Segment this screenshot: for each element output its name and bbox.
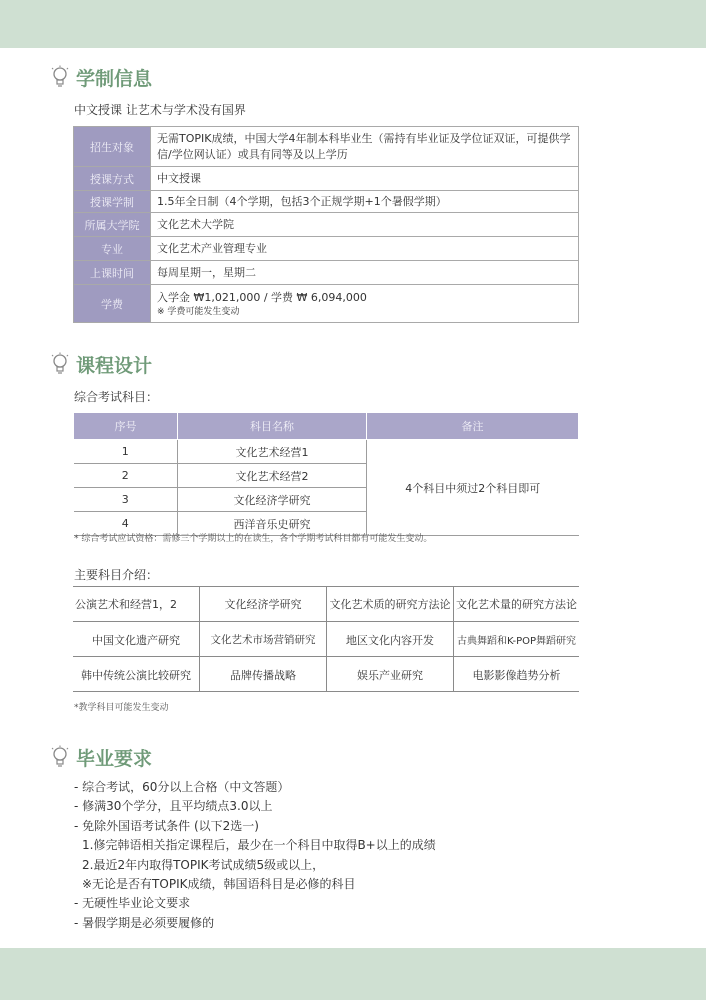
header-note: 备注 [367,413,579,440]
subjects-footnote: *教学科目可能发生变动 [74,703,169,713]
info-key: 招生对象 [74,127,151,167]
section-title-text: 学制信息 [76,67,153,90]
course-name: 文化艺术经营2 [178,464,367,488]
main-subjects-label: 主要科目介绍： [74,568,159,582]
list-item: - 无硬性毕业论文要求 [74,896,191,911]
info-key: 授课学制 [74,191,151,213]
table-row [74,167,579,191]
exam-footnote: * 综合考试应试资格：需修三个学期以上的在读生，各个学期考试科目都有可能发生变动。 [74,534,433,544]
tuition-value: 入学金 ₩1,021,000 / 学费 ₩ 6,094,000 [157,290,367,304]
course-name: 文化经济学研究 [178,488,367,512]
course-no: 2 [74,464,178,488]
info-key: 专业 [74,237,151,261]
section-title-text: 毕业要求 [76,747,153,770]
course-no: 3 [74,488,178,512]
subject-cell: 文化艺术市场营销研究 [210,634,316,646]
info-key: 所属大学院 [74,213,151,237]
course-name: 文化艺术经营1 [178,440,367,464]
table-row [74,213,579,237]
info-value: 无需TOPIK成绩，中国大学4年制本科毕业生（需持有毕业证及学位证双证，可提供学信/学位网认证）或具有同等及以上学历 [151,127,579,167]
info-value-cell [151,285,579,323]
info-key: 授课方式 [74,167,151,191]
table-row [74,237,579,261]
list-item: - 修满30个学分，且平均绩点3.0以上 [74,799,273,814]
lightbulb-icon [50,352,70,376]
section-title-course [50,350,152,378]
list-item: - 免除外国语考试条件 (以下2选一) [74,818,259,833]
info-key: 上课时间 [74,261,151,285]
bottom-banner [0,948,706,1000]
list-item: ※无论是否有TOPIK成绩，韩国语科目是必修的科目 [82,876,356,891]
subject-cell: 中国文化遗产研究 [92,633,180,647]
subject-cell: 文化经济学研究 [224,597,302,611]
tuition-note: ※ 学费可能发生变动 [157,306,240,317]
info-value: 文化艺术产业管理专业 [151,237,579,261]
info-value: 1.5年全日制（4个学期，包括3个正规学期+1个暑假学期） [151,191,579,213]
list-item: 1.修完韩语相关指定课程后，最少在一个科目中取得B+以上的成绩 [82,838,436,853]
list-item: - 综合考试，60分以上合格（中文答题） [74,780,290,794]
info-value: 每周星期一，星期二 [151,261,579,285]
info-key: 学费 [74,285,151,323]
lightbulb-icon [50,745,70,769]
main-subjects-grid [73,586,579,692]
info-value: 文化艺术大学院 [151,213,579,237]
course-no: 1 [74,440,178,464]
lightbulb-icon [50,65,70,89]
slogan: 中文授课 让艺术与学术没有国界 [74,103,246,117]
table-row [74,191,579,213]
list-item: - 暑假学期是必须要履修的 [74,915,215,930]
section-title-graduation [50,743,152,771]
table-row [74,440,579,464]
subject-cell: 电影影像趋势分析 [472,668,561,682]
subject-cell: 娱乐产业研究 [357,668,423,682]
course-note: 4个科目中须过2个科目即可 [367,440,579,536]
exam-label: 综合考试科目： [74,390,159,404]
course-name: 西洋音乐史研究 [178,512,367,536]
subject-cell: 公演艺术和经营1，2 [75,597,177,611]
header-subject: 科目名称 [178,413,367,440]
program-info-table [73,126,579,323]
subject-cell: 地区文化内容开发 [346,633,434,647]
table-header-row [74,413,579,440]
exam-subjects-table [73,412,579,536]
header-no: 序号 [74,413,178,440]
top-banner [0,0,706,48]
course-no: 4 [74,512,178,536]
list-item: 2.最近2年内取得TOPIK考试成绩5级或以上， [82,857,325,872]
subject-cell: 文化艺术量的研究方法论 [456,597,577,611]
section-title-system [50,63,152,91]
table-row [74,261,579,285]
subject-cell: 古典舞蹈和K-POP舞蹈研究 [456,636,577,647]
subject-cell: 韩中传统公演比较研究 [81,668,191,682]
subject-cell: 品牌传播战略 [230,668,296,682]
table-row [74,127,579,167]
table-row [74,285,579,323]
subject-cell: 文化艺术质的研究方法论 [329,597,451,611]
section-title-text: 课程设计 [76,354,153,377]
info-value: 中文授课 [151,167,579,191]
graduation-requirements [74,778,436,933]
